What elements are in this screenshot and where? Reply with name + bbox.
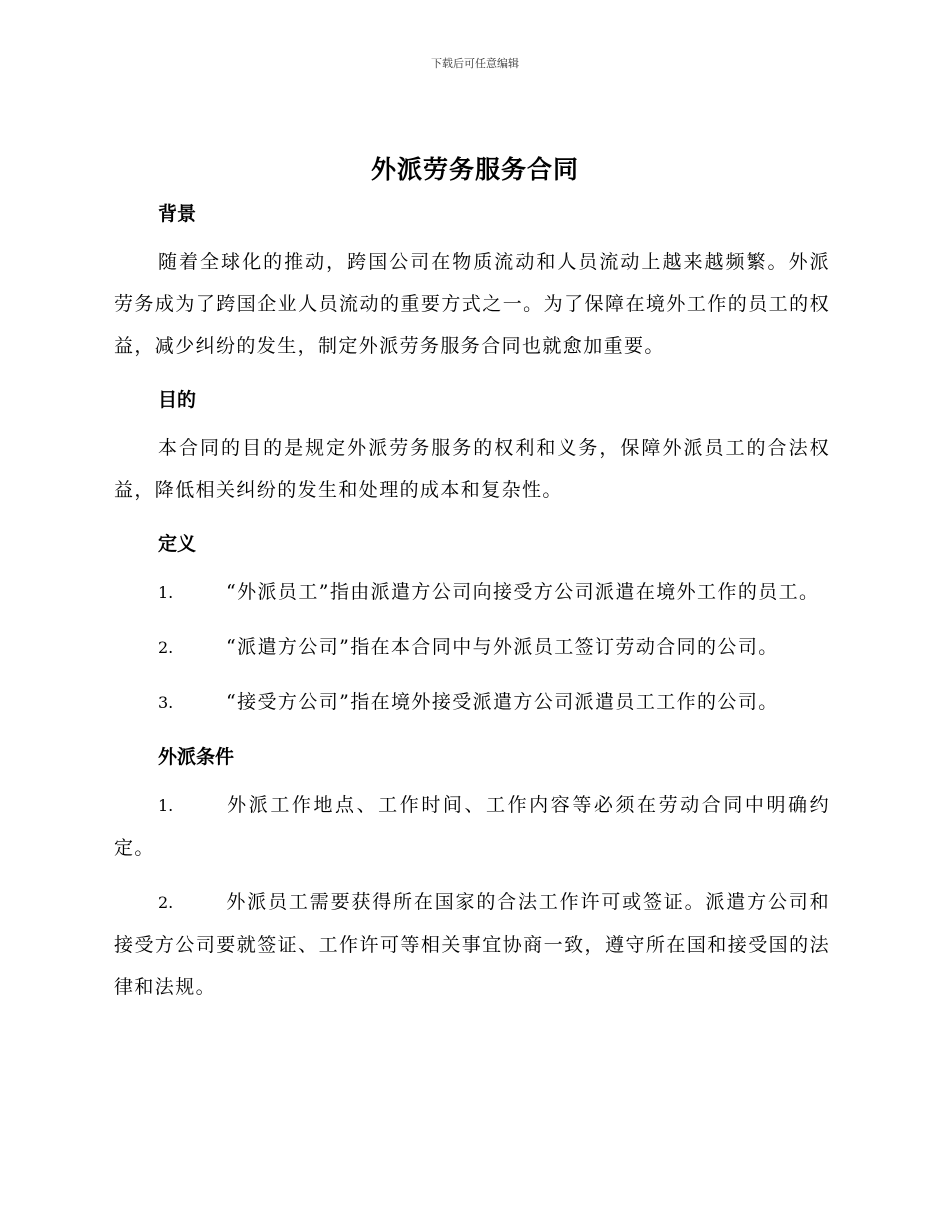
- document-body: [114, 195, 830, 1008]
- section-heading-definitions: 定义: [158, 533, 197, 555]
- list-item-text: 外派员工需要获得所在国家的合法工作许可或签证。派遣方公司和接受方公司要就签证、工作许可等相关事宜协商一致，遵守所在国和接受国的法律和法规。: [114, 891, 830, 998]
- paragraph-purpose: 本合同的目的是规定外派劳务服务的权利和义务，保障外派员工的合法权益，降低相关纠纷的发生和处理的成本和复杂性。: [114, 437, 830, 501]
- list-item-text: “派遣方公司”指在本合同中与外派员工签订劳动合同的公司。: [226, 636, 779, 658]
- section-heading-background: 背景: [158, 203, 197, 225]
- list-item-condition-1: [114, 784, 830, 869]
- list-item-condition-2: [114, 881, 830, 1008]
- list-item-definition-3: [114, 681, 830, 724]
- list-number: 2.: [158, 893, 174, 912]
- list-item-definition-2: [114, 626, 830, 669]
- document-title: 外派劳务服务合同: [370, 155, 579, 184]
- list-item-text: 外派工作地点、工作时间、工作内容等必须在劳动合同中明确约定。: [114, 794, 830, 859]
- list-number: 3.: [158, 693, 174, 712]
- list-number: 1.: [158, 796, 174, 815]
- list-item-text: “接受方公司”指在境外接受派遣方公司派遣员工工作的公司。: [226, 691, 779, 713]
- page-header-note: 下载后可任意编辑: [431, 57, 519, 70]
- paragraph-background: 随着全球化的推动，跨国公司在物质流动和人员流动上越来越频繁。外派劳务成为了跨国企业人员流动的重要方式之一。为了保障在境外工作的员工的权益，减少纠纷的发生，制定外派劳务服务合同也就愈加重要。: [114, 251, 830, 357]
- list-item-definition-1: [114, 571, 830, 614]
- section-heading-conditions: 外派条件: [158, 746, 235, 768]
- list-number: 2.: [158, 638, 174, 657]
- section-heading-purpose: 目的: [158, 389, 197, 411]
- list-item-text: “外派员工”指由派遣方公司向接受方公司派遣在境外工作的员工。: [226, 581, 820, 603]
- list-number: 1.: [158, 583, 174, 602]
